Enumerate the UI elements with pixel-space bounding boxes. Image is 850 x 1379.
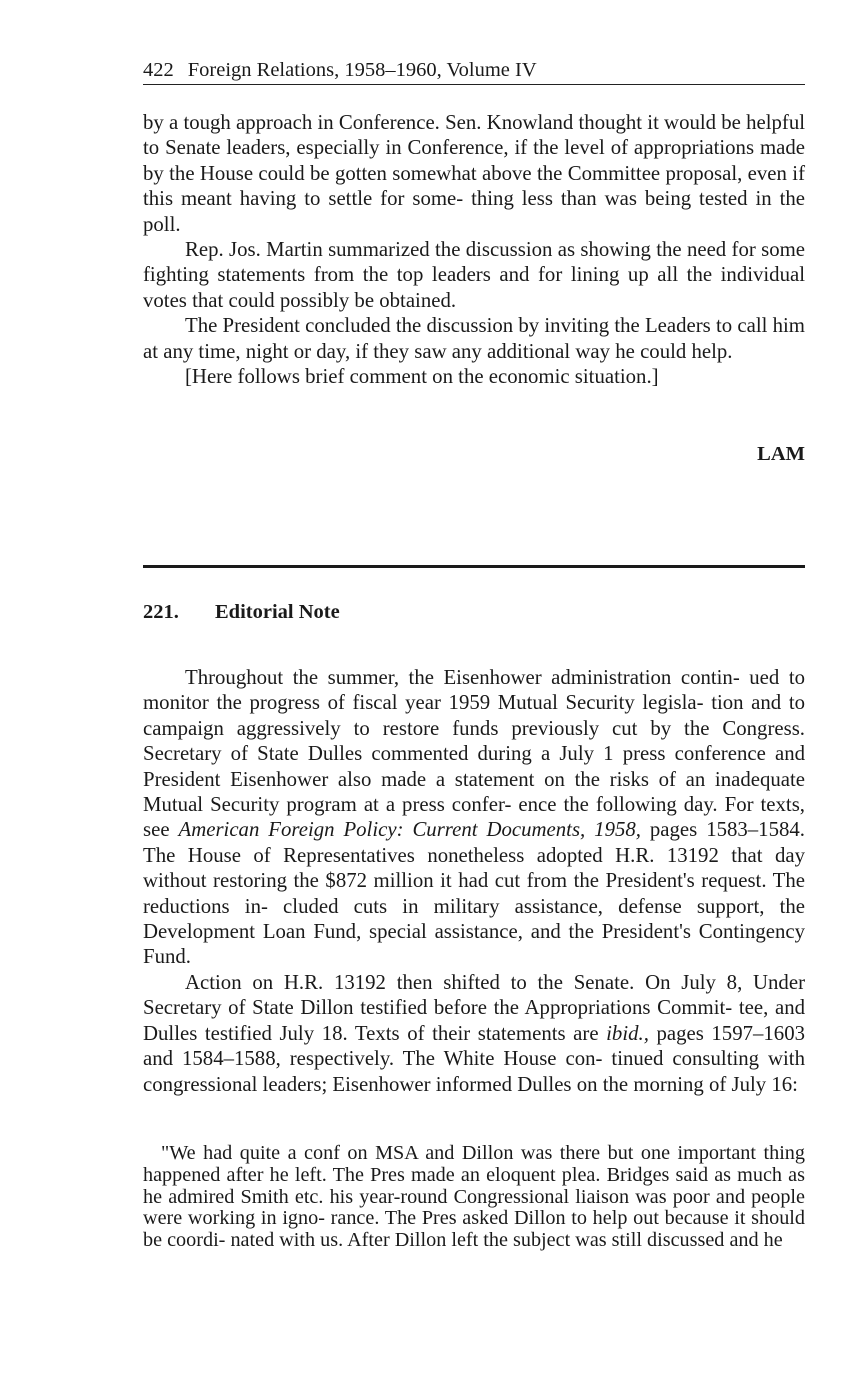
citation-title: American Foreign Policy: Current Documents, 1958, xyxy=(178,818,641,842)
signature-initials: LAM xyxy=(757,443,805,465)
running-head xyxy=(143,56,805,85)
paragraph: Rep. Jos. Martin summarized the discussion as showing the need for some fighting statements from the top leaders and for lining up all the individual votes that could possibly be obtained. xyxy=(143,238,805,312)
block-quote xyxy=(143,1143,805,1252)
paragraph-text: Action on H.R. 13192 then shifted to the Senate. On July 8, Under Secretary of State Dillon testified before the Appropriations Commit- tee, and Dulles testified July 18. Texts of their statements are xyxy=(143,970,805,1045)
document-heading xyxy=(143,599,340,625)
section-divider xyxy=(143,565,805,568)
paragraph: The President concluded the discussion by inviting the Leaders to call him at any time, night or day, if they saw any additional way he could help. xyxy=(143,314,805,363)
paragraph xyxy=(143,970,805,1097)
editorial-note-body xyxy=(143,665,805,1097)
page-number: 422 xyxy=(143,59,174,81)
quote-text: "We had quite a conf on MSA and Dillon was there but one important thing happened after he left. The Pres made an eloquent plea. Bridges said as much as he admired Smith etc. his year-round Congressional liaison was poor and people were working in igno- rance. The Pres asked Dillon to help out because it should be coordi- nated with us. After Dillon left the subject was still discussed and he xyxy=(143,1142,805,1252)
paragraph xyxy=(143,665,805,970)
ibid-reference: ibid., xyxy=(606,1021,649,1045)
meeting-notes-continuation xyxy=(143,110,805,389)
paragraph-text: Throughout the summer, the Eisenhower administration contin- ued to monitor the progress of fiscal year 1959 Mutual Security legisla- tion and to campaign aggressively to restore funds previously cut by the Congress. Secretary of State Dulles commented during a July 1 press conference and President Eisenhower also made a statement on the risks of an inadequate Mutual Security program at a press confer- ence the following day. For texts, see xyxy=(143,666,805,842)
paragraph: [Here follows brief comment on the economic situation.] xyxy=(185,365,659,389)
paragraph: by a tough approach in Conference. Sen. Knowland thought it would be helpful to Senate leaders, especially in Conference, if the level of appropriations made by the House could be gotten somewhat above the Committee proposal, even if this meant having to settle for some- thing less than was being tested in the poll. xyxy=(143,111,805,236)
document-number: 221. xyxy=(143,601,179,623)
volume-title: Foreign Relations, 1958–1960, Volume IV xyxy=(187,59,537,81)
paragraph-text: pages 1583–1584. The House of Representatives nonetheless adopted H.R. 13192 that day without restoring the $872 million it had cut from the President's request. The reductions in- cluded cuts in military assistance, defense support, the Development Loan Fund, special assistance, and the President's Contingency Fund. xyxy=(143,818,805,969)
paragraph-text: pages 1597–1603 and 1584–1588, respectively. The White House con- tinued consulting with congressional leaders; Eisenhower informed Dulles on the morning of July 16: xyxy=(143,1021,805,1096)
document-title: Editorial Note xyxy=(215,601,340,623)
